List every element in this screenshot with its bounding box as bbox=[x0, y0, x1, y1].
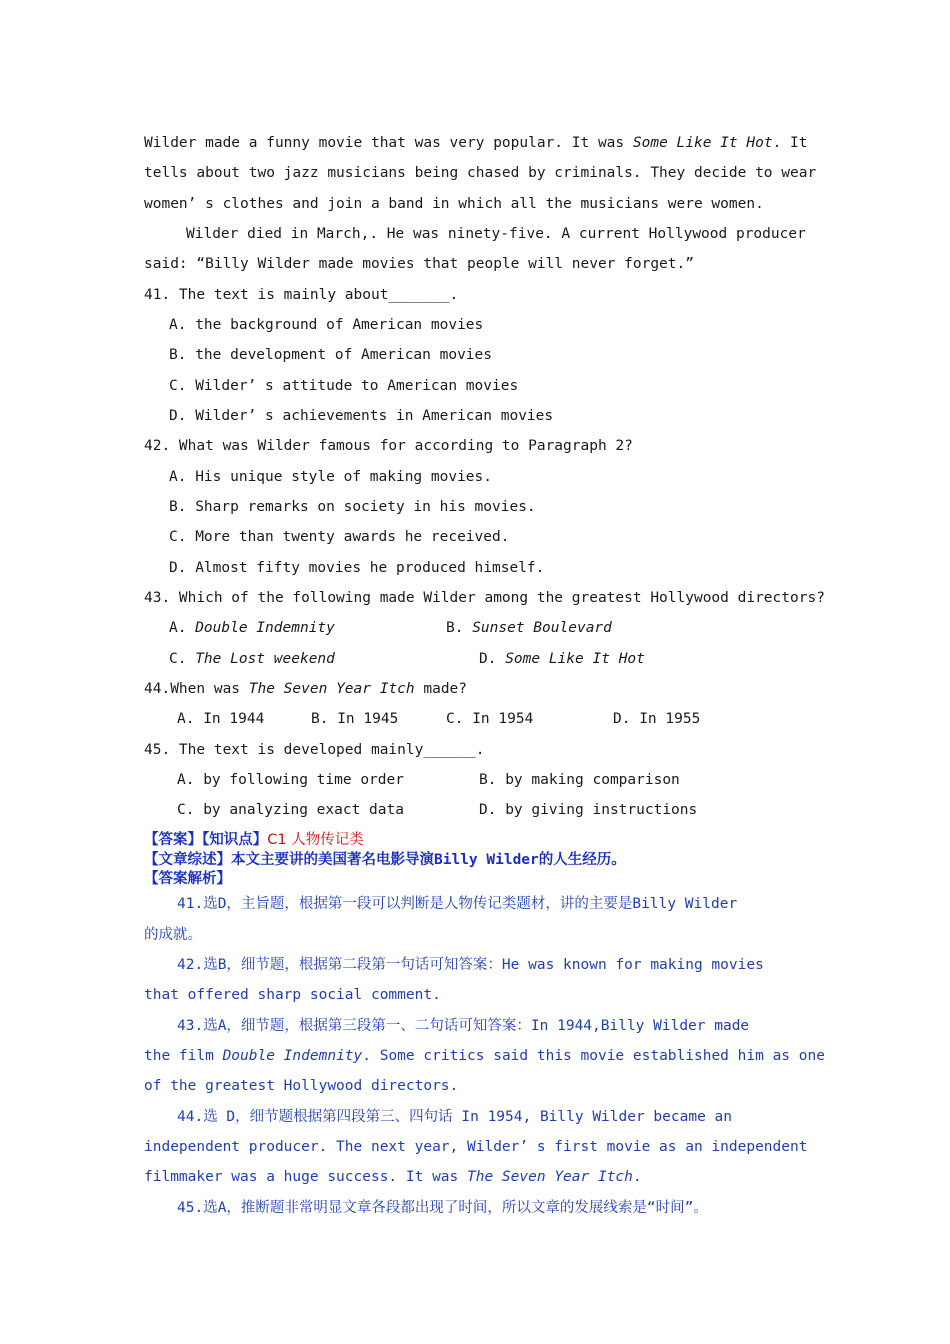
explanation-44-line-2: independent producer. The next year, Wilder’ s first movie as an independent bbox=[144, 1139, 808, 1155]
movie-title: Double Indemnity bbox=[222, 1048, 363, 1064]
passage-paragraph-1-line-1 bbox=[144, 133, 807, 153]
explanation-text: . Some critics said this movie established him as one bbox=[362, 1048, 825, 1064]
movie-title: The Seven Year Itch bbox=[248, 681, 415, 697]
explanation-text: . bbox=[632, 1169, 642, 1185]
passage-text: . It bbox=[772, 135, 808, 151]
passage-paragraph-2-line-1: Wilder died in March,. He was ninety-five. A current Hollywood producer bbox=[186, 226, 806, 242]
analysis-tag bbox=[144, 869, 231, 889]
question-41-option-c: C. Wilder’ s attitude to American movies bbox=[169, 378, 519, 394]
option-text: The Lost weekend bbox=[195, 651, 335, 667]
question-45-option-a: A. by following time order bbox=[177, 772, 404, 788]
question-43-option-a bbox=[169, 618, 335, 638]
explanation-41-line-2: 的成就。 bbox=[144, 927, 202, 943]
option-letter: B. bbox=[446, 620, 464, 636]
question-44-option-d: D. In 1955 bbox=[613, 711, 701, 727]
question-45-stem: 45. The text is developed mainly______. bbox=[144, 742, 485, 758]
question-42-stem: 42. What was Wilder famous for according to Paragraph 2? bbox=[144, 438, 633, 454]
question-44-option-c: C. In 1954 bbox=[446, 711, 534, 727]
option-text: Sunset Boulevard bbox=[472, 620, 612, 636]
passage-paragraph-2-line-2: said: “Billy Wilder made movies that people will never forget.” bbox=[144, 256, 694, 272]
explanation-42-line-1: 42.选B，细节题，根据第二段第一句话可知答案：He was known for making movies bbox=[177, 957, 764, 973]
question-43-option-c bbox=[169, 649, 335, 669]
explanation-44-line-3 bbox=[144, 1167, 642, 1187]
option-letter: A. bbox=[169, 620, 187, 636]
passage-text: Wilder made a funny movie that was very popular. It was bbox=[144, 135, 633, 151]
answer-header-line bbox=[144, 830, 364, 850]
explanation-43-line-2 bbox=[144, 1046, 825, 1066]
analysis-tag-text: 【答案解析】 bbox=[144, 871, 231, 887]
knowledge-tag: 【知识点】 bbox=[202, 832, 268, 848]
question-42-option-c: C. More than twenty awards he received. bbox=[169, 529, 510, 545]
question-41-option-d: D. Wilder’ s achievements in American movies bbox=[169, 408, 554, 424]
question-44-option-a: A. In 1944 bbox=[177, 711, 265, 727]
movie-title: The Seven Year Itch bbox=[467, 1169, 633, 1185]
question-45-option-d: D. by giving instructions bbox=[479, 802, 698, 818]
question-45-option-b: B. by making comparison bbox=[479, 772, 680, 788]
question-44-option-b: B. In 1945 bbox=[311, 711, 399, 727]
question-41-stem: 41. The text is mainly about_______. bbox=[144, 287, 459, 303]
option-text: Double Indemnity bbox=[195, 620, 335, 636]
passage-paragraph-1-line-3: women’ s clothes and join a band in which all the musicians were women. bbox=[144, 196, 764, 212]
explanation-44-line-1: 44.选 D，细节题根据第四段第三、四句话 In 1954, Billy Wilder became an bbox=[177, 1109, 732, 1125]
question-41-option-b: B. the development of American movies bbox=[169, 347, 493, 363]
option-text: Some Like It Hot bbox=[505, 651, 645, 667]
explanation-41-line-1: 41.选D，主旨题，根据第一段可以判断是人物传记类题材，讲的主要是Billy Wilder bbox=[177, 896, 738, 912]
stem-text: 44.When was bbox=[144, 681, 249, 697]
option-letter: C. bbox=[169, 651, 187, 667]
question-44-stem bbox=[144, 679, 467, 699]
movie-title: Some Like It Hot bbox=[632, 135, 773, 151]
summary-tag: 【文章综述】 bbox=[144, 852, 231, 868]
explanation-45-line-1: 45.选A，推断题非常明显文章各段都出现了时间，所以文章的发展线索是“时间”。 bbox=[177, 1200, 708, 1216]
explanation-42-line-2: that offered sharp social comment. bbox=[144, 987, 441, 1003]
stem-text: made? bbox=[414, 681, 468, 697]
explanation-text: the film bbox=[144, 1048, 223, 1064]
question-43-option-d bbox=[479, 649, 645, 669]
answer-tag: 【答案】 bbox=[144, 832, 202, 848]
question-43-option-b bbox=[446, 618, 612, 638]
question-42-option-d: D. Almost fifty movies he produced himself. bbox=[169, 560, 545, 576]
question-45-option-c: C. by analyzing exact data bbox=[177, 802, 404, 818]
question-42-option-b: B. Sharp remarks on society in his movies. bbox=[169, 499, 536, 515]
explanation-text: filmmaker was a huge success. It was bbox=[144, 1169, 468, 1185]
option-letter: D. bbox=[479, 651, 497, 667]
question-42-option-a: A. His unique style of making movies. bbox=[169, 469, 493, 485]
summary-text: 本文主要讲的美国著名电影导演Billy Wilder的人生经历。 bbox=[231, 852, 626, 868]
explanation-43-line-3: of the greatest Hollywood directors. bbox=[144, 1078, 459, 1094]
explanation-43-line-1: 43.选A，细节题，根据第三段第一、二句话可知答案：In 1944,Billy Wilder made bbox=[177, 1018, 750, 1034]
question-43-stem: 43. Which of the following made Wilder among the greatest Hollywood directors? bbox=[144, 590, 825, 606]
summary-line bbox=[144, 850, 626, 870]
question-41-option-a: A. the background of American movies bbox=[169, 317, 484, 333]
passage-paragraph-1-line-2: tells about two jazz musicians being chased by criminals. They decide to wear bbox=[144, 165, 817, 181]
knowledge-value: C1 人物传记类 bbox=[267, 832, 364, 848]
